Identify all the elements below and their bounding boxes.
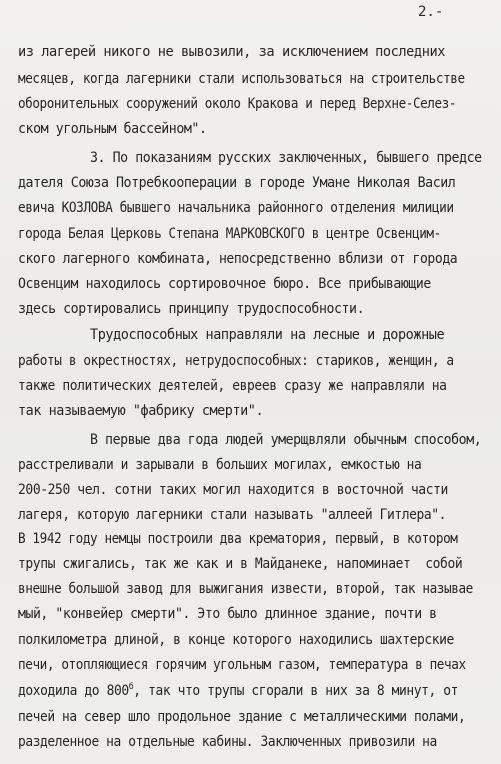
- text-line: дателя Союза Потребкооперации в городе Умане Николая Васил: [18, 175, 456, 191]
- text-line: месяцев, когда лагерники стали использоваться на строительстве: [18, 71, 465, 87]
- text-line: В 1942 году немцы построили два крематория, первый, в котором: [18, 531, 458, 547]
- text-line: внешне большой завод для выжигания извести, второй, так называе: [18, 581, 473, 597]
- text-line: города Белая Церковь Степана МАРКОВСКОГО в центре Освенцим-: [18, 226, 441, 242]
- text-line: полкилометра длиной, в конце которого находились шахтерские: [18, 632, 454, 648]
- text-line: В первые два года людей умерщвляли обычным способом,: [90, 432, 482, 448]
- text-line: евича КОЗЛОВА бывшего начальника районного отделения милиции: [18, 200, 454, 216]
- text-line: мый, "конвейер смерти". Это было длинное здание, почти в: [18, 606, 437, 622]
- text-line: печей на север шло продольное здание с металлическими полами,: [18, 709, 466, 725]
- text-line: 3. По показаниям русских заключенных, бывшего предсе: [90, 150, 482, 166]
- text-line: лагеря, которую лагерники стали называть "аллеей Гитлера".: [18, 507, 447, 523]
- text-line: [18, 683, 458, 701]
- text-line: трупы сжигались, так же как и в Майданеке, напоминает собой: [18, 556, 463, 572]
- text-line: также политических деятелей, евреев сразу же направляли на: [18, 378, 447, 394]
- text-line: ского лагерного комбината, непосредственно вблизи от города: [18, 251, 458, 267]
- superscript: б: [128, 682, 134, 692]
- text-line: оборонительных сооружений около Кракова и перед Верхне-Селез-: [18, 96, 457, 112]
- text-line: из лагерей никого не вывозили, за исключением последних: [18, 44, 445, 60]
- text-line: здесь сортировались принципу трудоспособности.: [18, 301, 365, 317]
- text-line: ском угольным бассейном".: [18, 121, 207, 137]
- text-line: так называемую "фабрику смерти".: [18, 403, 264, 419]
- text-line: работы в окрестностях, нетрудоспособных: стариков, женщин, а: [18, 353, 454, 369]
- page-number: 2.-: [418, 4, 444, 20]
- text-line: Трудоспособных направляли на лесные и дорожные: [90, 327, 445, 343]
- text-line: разделенное на отдельные кабины. Заключенных привозили на: [18, 734, 437, 750]
- text-line: печи, отопляющиеся горячим угольным газом, температура в печах: [18, 657, 466, 673]
- text-line: 200-250 чел. сотни таких могил находится в восточной части: [18, 482, 448, 498]
- text-line: расстреливали и зарывали в больших могилах, емкостью на: [18, 457, 422, 473]
- text-fragment: доходила до 800: [18, 683, 129, 699]
- text-fragment: , так что трупы сгорали в них за 8 минут, от: [133, 683, 459, 699]
- text-line: Освенцим находилось сортировочное бюро. Все прибывающие: [18, 276, 431, 292]
